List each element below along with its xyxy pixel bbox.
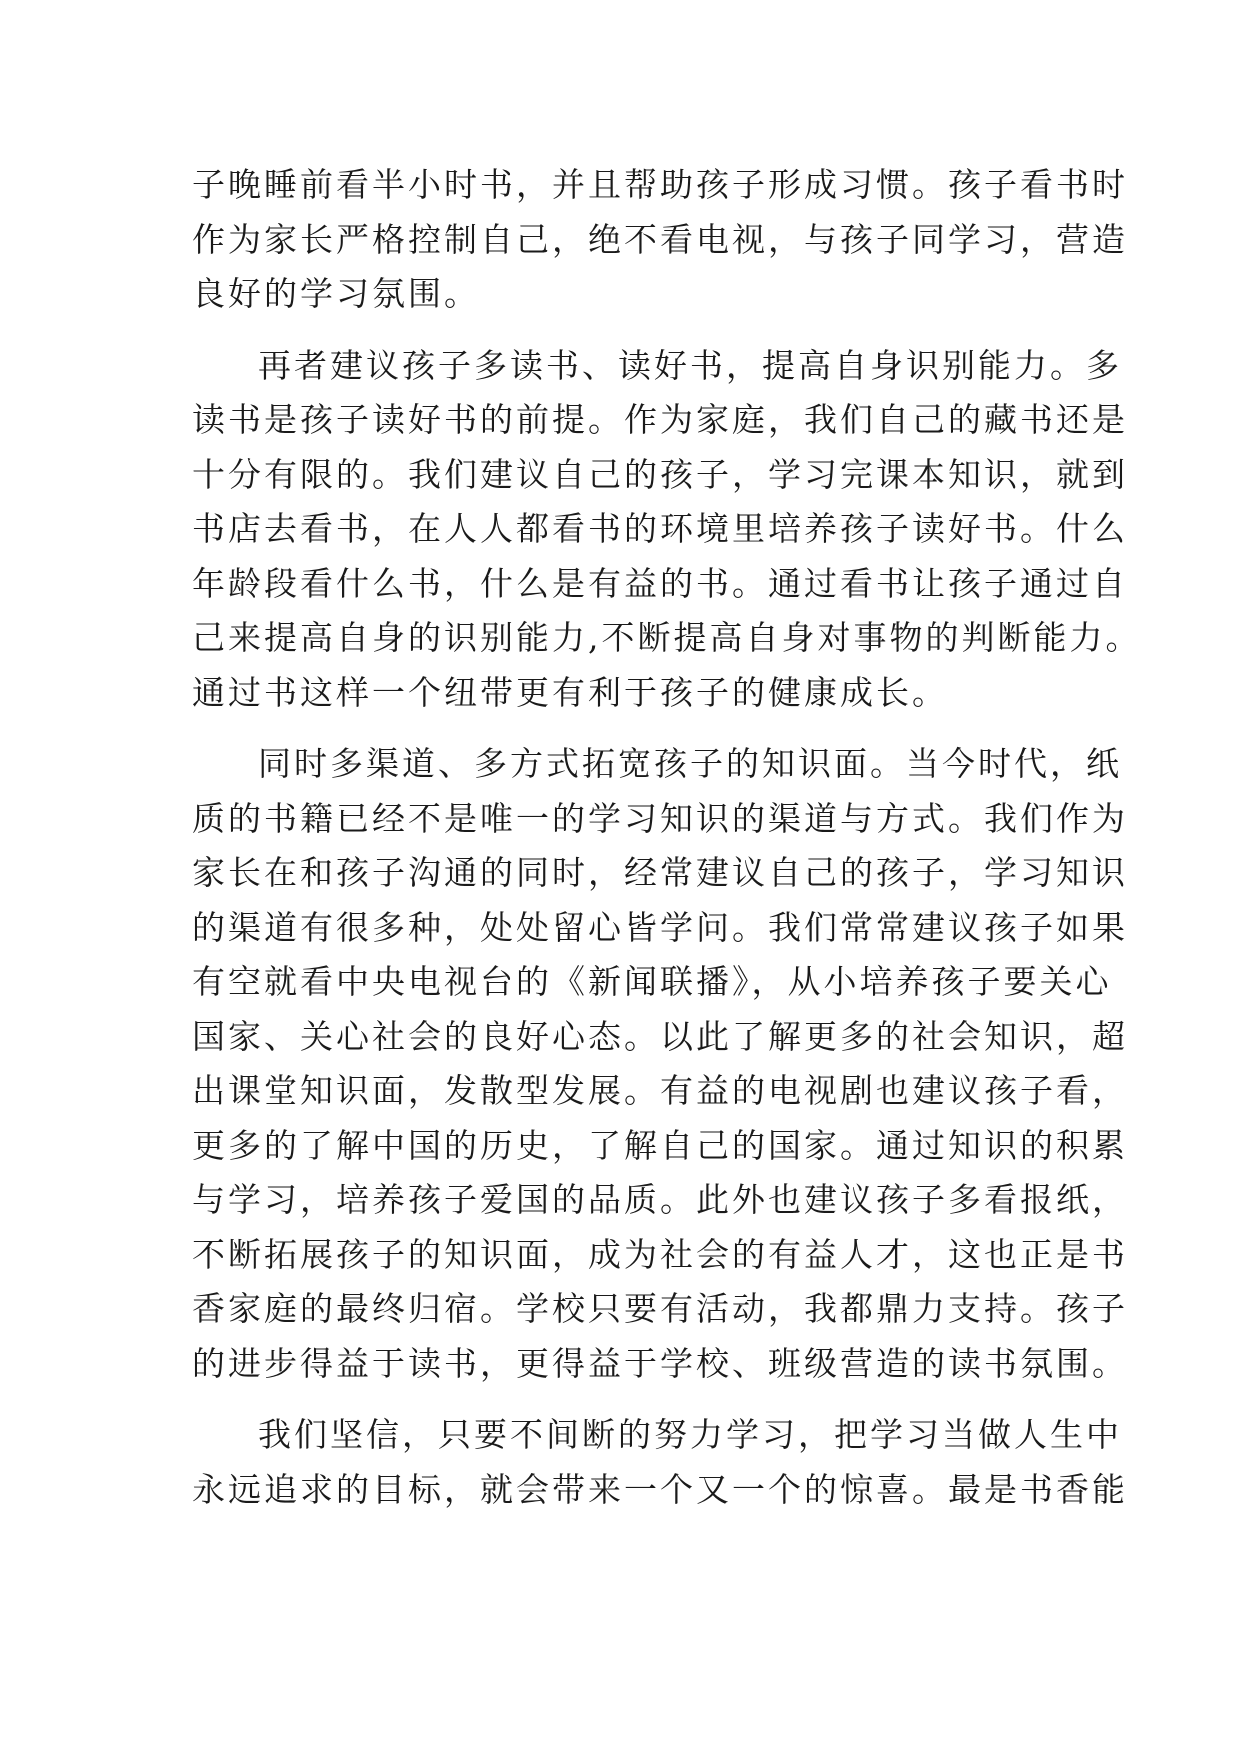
text-line: 家长在和孩子沟通的同时，经常建议自己的孩子，学习知识: [192, 853, 1128, 892]
text-line: 己来提高自身的识别能力,不断提高自身对事物的判断能力。: [192, 618, 1142, 657]
text-line: 作为家长严格控制自己，绝不看电视，与孩子同学习，营造: [192, 219, 1128, 259]
text-line: 国家、关心社会的良好心态。以此了解更多的社会知识，超: [192, 1016, 1128, 1056]
text-line: 不断拓展孩子的知识面，成为社会的有益人才，这也正是书: [192, 1234, 1128, 1274]
text-line: 的进步得益于读书，更得益于学校、班级营造的读书氛围。: [192, 1343, 1128, 1383]
paragraph-first-line: 同时多渠道、多方式拓宽孩子的知识面。当今时代，纸: [258, 744, 1122, 783]
text-line: 与学习，培养孩子爱国的品质。此外也建议孩子多看报纸，: [192, 1180, 1128, 1219]
text-line: 出课堂知识面，发散型发展。有益的电视剧也建议孩子看，: [192, 1071, 1128, 1110]
text-line: 质的书籍已经不是唯一的学习知识的渠道与方式。我们作为: [192, 798, 1128, 838]
paragraph-first-line: 我们坚信，只要不间断的努力学习，把学习当做人生中: [258, 1415, 1122, 1454]
text-line: 香家庭的最终归宿。学校只要有活动，我都鼎力支持。孩子: [192, 1289, 1128, 1328]
text-line: 通过书这样一个纽带更有利于孩子的健康成长。: [192, 672, 948, 712]
text-line: 子晚睡前看半小时书，并且帮助孩子形成习惯。孩子看书时: [192, 165, 1128, 204]
text-line: 良好的学习氛围。: [192, 274, 480, 313]
text-line: 十分有限的。我们建议自己的孩子，学习完课本知识，就到: [192, 454, 1128, 494]
text-line: 书店去看书，在人人都看书的环境里培养孩子读好书。什么: [192, 509, 1128, 548]
text-line: 更多的了解中国的历史，了解自己的国家。通过知识的积累: [192, 1125, 1128, 1165]
paragraph-first-line: 再者建议孩子多读书、读好书，提高自身识别能力。多: [258, 345, 1122, 385]
text-line: 年龄段看什么书，什么是有益的书。通过看书让孩子通过自: [192, 563, 1128, 603]
text-line: 有空就看中央电视台的《新闻联播》，从小培养孩子要关心: [192, 962, 1112, 1001]
text-line: 的渠道有很多种，处处留心皆学问。我们常常建议孩子如果: [192, 907, 1128, 947]
text-line: 读书是孩子读好书的前提。作为家庭，我们自己的藏书还是: [192, 400, 1128, 439]
text-line: 永远追求的目标，就会带来一个又一个的惊喜。最是书香能: [192, 1469, 1128, 1509]
body-text: [192, 158, 1142, 1517]
